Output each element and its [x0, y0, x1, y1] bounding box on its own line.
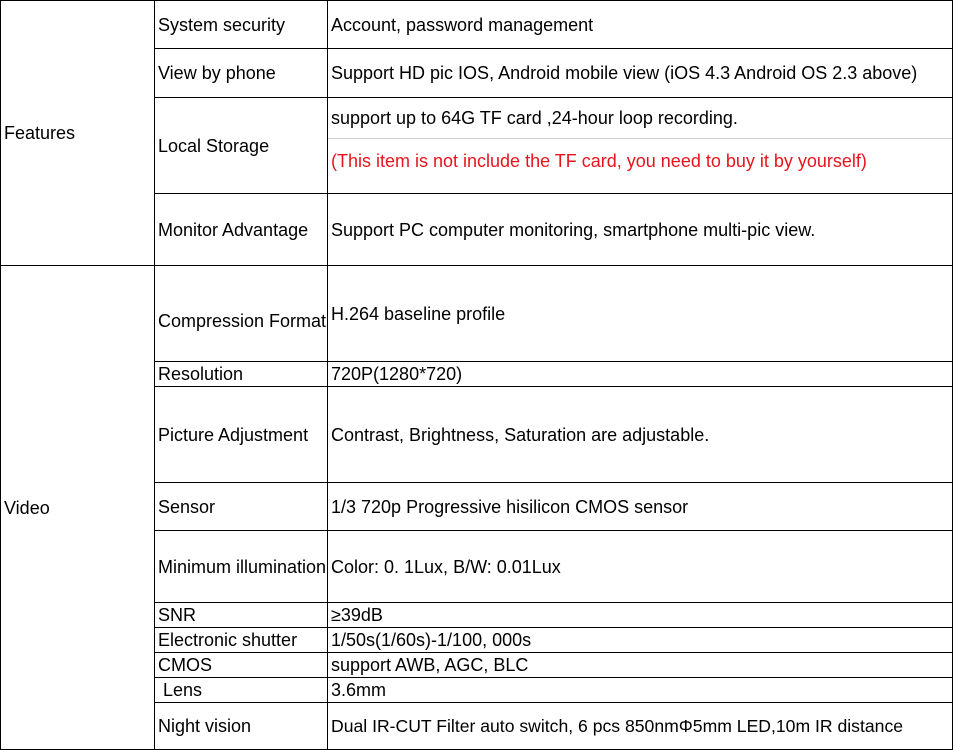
label-night-vision: Night vision	[155, 703, 328, 750]
value-local-storage-cell	[328, 98, 953, 194]
label-cmos: CMOS	[155, 653, 328, 678]
value-minimum-illumination: Color: 0. 1Lux, B/W: 0.01Lux	[328, 531, 953, 603]
value-system-security: Account, password management	[328, 1, 953, 49]
value-local-storage: support up to 64G TF card ,24-hour loop recording.	[331, 108, 738, 128]
label-picture-adjustment: Picture Adjustment	[155, 387, 328, 483]
value-night-vision: Dual IR-CUT Filter auto switch, 6 pcs 850nmΦ5mm LED,10m IR distance	[328, 703, 953, 750]
label-monitor-advantage: Monitor Advantage	[155, 194, 328, 266]
label-lens: Lens	[155, 678, 328, 703]
label-sensor: Sensor	[155, 483, 328, 531]
table-row	[1, 1, 953, 49]
value-compression-format: H.264 baseline profile	[328, 266, 953, 362]
label-view-by-phone: View by phone	[155, 49, 328, 98]
value-electronic-shutter: 1/50s(1/60s)-1/100, 000s	[328, 628, 953, 653]
table-row	[1, 266, 953, 362]
label-minimum-illumination: Minimum illumination	[155, 531, 328, 603]
label-snr: SNR	[155, 603, 328, 628]
label-compression-format: Compression Format	[155, 266, 328, 362]
value-view-by-phone: Support HD pic IOS, Android mobile view (iOS 4.3 Android OS 2.3 above)	[328, 49, 953, 98]
section-features: Features	[1, 1, 155, 266]
value-lens: 3.6mm	[328, 678, 953, 703]
value-cmos: support AWB, AGC, BLC	[328, 653, 953, 678]
value-snr: ≥39dB	[328, 603, 953, 628]
value-monitor-advantage: Support PC computer monitoring, smartphone multi-pic view.	[328, 194, 953, 266]
note-tf-card: (This item is not include the TF card, you need to buy it by yourself)	[331, 151, 867, 171]
label-system-security: System security	[155, 1, 328, 49]
label-resolution: Resolution	[155, 362, 328, 387]
section-video: Video	[1, 266, 155, 750]
value-sensor: 1/3 720p Progressive hisilicon CMOS sensor	[328, 483, 953, 531]
label-electronic-shutter: Electronic shutter	[155, 628, 328, 653]
value-resolution: 720P(1280*720)	[328, 362, 953, 387]
value-picture-adjustment: Contrast, Brightness, Saturation are adjustable.	[328, 387, 953, 483]
label-local-storage: Local Storage	[155, 98, 328, 194]
